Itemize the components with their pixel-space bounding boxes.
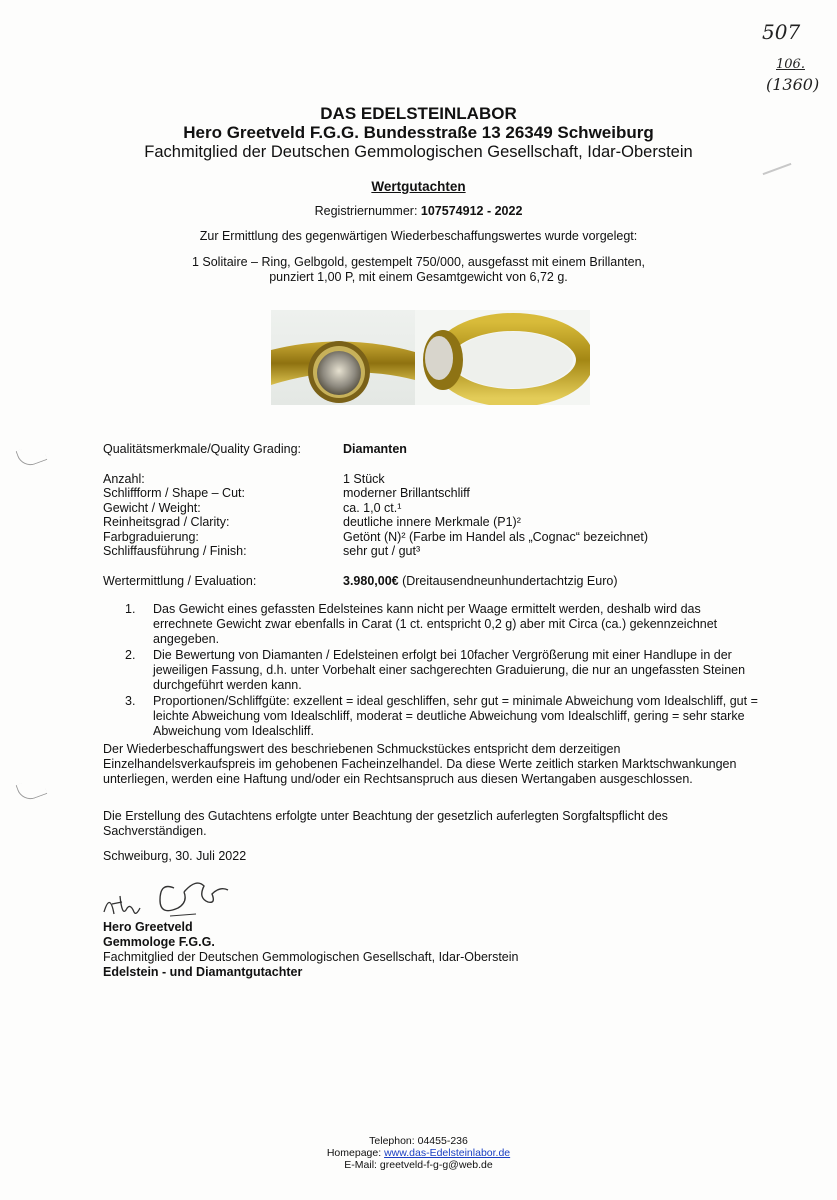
lab-membership: Fachmitglied der Deutschen Gemmologischen Gesellschaft, Idar-Oberstein: [144, 143, 693, 161]
footnote-number: 2.: [125, 648, 136, 662]
handwritten-annotation-box: [762, 57, 826, 99]
grading-label: Schliffform / Shape – Cut:: [103, 486, 245, 500]
grading-row: [103, 530, 743, 545]
grading-row: [103, 472, 743, 487]
evaluation-amount: 3.980,00€: [343, 574, 399, 588]
footer-phone: [0, 1135, 837, 1147]
ring-front-photo: [271, 310, 415, 405]
grading-value: moderner Brillantschliff: [343, 486, 470, 500]
registration-number: 107574912 - 2022: [420, 204, 523, 218]
item-description-line1: 1 Solitaire – Ring, Gelbgold, gestempelt 750/000, ausgefasst mit einem Brillanten,: [191, 255, 646, 269]
footer-homepage: [0, 1147, 837, 1159]
footer-email: [0, 1159, 837, 1171]
footnote-text: Proportionen/Schliffgüte: exzellent = ideal geschliffen, sehr gut = minimale Abweichung vom Idealschliff, gut = leichte Abweichung vom Idealschliff, moderat = deutliche Abweichung vom Idealschliff, gering = sehr starke Abweichung vom Idealschliff.: [153, 694, 758, 738]
footnote-text: Die Bewertung von Diamanten / Edelsteinen erfolgt bei 10facher Vergrößerung mit einer Handlupe in der jeweiligen Fassung, d.h. unter Vorbehalt einer sachgerechten Graduierung, die nur an ungefassten Steinen durchgeführt werden kann.: [153, 648, 746, 692]
grading-label: Gewicht / Weight:: [103, 501, 201, 515]
signer-role: Edelstein - und Diamantgutachter: [103, 965, 303, 979]
phone-label: Telephon:: [369, 1135, 415, 1147]
signer-name: Hero Greetveld: [103, 920, 193, 934]
grading-value: 1 Stück: [343, 472, 385, 486]
ring-side-illustration: [415, 310, 590, 405]
ring-side-photo: [415, 310, 590, 405]
grading-value: Getönt (N)² (Farbe im Handel als „Cognac“ bezeichnet): [343, 530, 648, 544]
evaluation-row: [103, 574, 743, 589]
ring-front-illustration: [271, 310, 415, 405]
footnote-3: [103, 694, 763, 739]
email-address[interactable]: greetveld-f-g-g@web.de: [379, 1159, 493, 1171]
place-and-date: Schweiburg, 30. Juli 2022: [103, 849, 247, 863]
signer-membership: Fachmitglied der Deutschen Gemmologischen Gesellschaft, Idar-Oberstein: [103, 950, 519, 964]
margin-mark: [16, 442, 48, 469]
grading-label: Reinheitsgrad / Clarity:: [103, 515, 230, 529]
signer-title: Gemmologe F.G.G.: [103, 935, 215, 949]
item-description-line2: punziert 1,00 P, mit einem Gesamtgewicht von 6,72 g.: [269, 270, 568, 284]
grading-label: Anzahl:: [103, 472, 145, 486]
grading-header-value: Diamanten: [343, 442, 407, 456]
phone-number: 04455-236: [417, 1135, 468, 1147]
grading-header-label: Qualitätsmerkmale/Quality Grading:: [103, 442, 301, 456]
homepage-link[interactable]: www.das-Edelsteinlabor.de: [384, 1147, 511, 1159]
lab-name: DAS EDELSTEINLABOR: [320, 104, 517, 123]
handwritten-sub-number: 106.: [776, 57, 805, 72]
evaluation-label: Wertermittlung / Evaluation:: [103, 574, 257, 588]
margin-mark: [16, 776, 48, 803]
evaluation-value-group: [343, 574, 618, 589]
homepage-label: Homepage:: [326, 1147, 382, 1159]
disclaimer-paragraph: Der Wiederbeschaffungswert des beschriebenen Schmuckstückes entspricht dem derzeitigen Einzelhandelsverkaufspreis im gehobenen Facheinzelhandel. Da diese Werte zeitlich starken Marktschwankungen unterliegen, werden eine Haftung und/oder ein Rechtsanspruch aus diesen Wertangaben ausgeschlossen.: [103, 742, 737, 786]
pencil-mark: [763, 163, 792, 175]
footnote-2: [103, 648, 763, 693]
grading-row: [103, 501, 743, 516]
handwritten-number: 507: [762, 20, 801, 44]
evaluation-words: (Dreitausendneunhundertachtzig Euro): [398, 574, 618, 588]
email-label: E-Mail:: [344, 1159, 377, 1171]
grading-row: [103, 544, 743, 559]
registration-label: Registriernummer:: [314, 204, 418, 218]
footnote-number: 3.: [125, 694, 136, 708]
intro-text: Zur Ermittlung des gegenwärtigen Wiederbeschaffungswertes wurde vorgelegt:: [199, 229, 638, 243]
signature-scribble: [100, 872, 240, 927]
grading-row: [103, 486, 743, 501]
handwritten-signature: [100, 872, 240, 927]
registration-line: [0, 204, 837, 218]
footnote-1: [103, 602, 763, 647]
document-title: Wertgutachten: [371, 179, 466, 194]
grading-label: Schliffausführung / Finish:: [103, 544, 247, 558]
lab-address: Hero Greetveld F.G.G. Bundesstraße 13 26349 Schweiburg: [183, 123, 654, 142]
grading-value: deutliche innere Merkmale (P1)²: [343, 515, 521, 529]
grading-row: [103, 515, 743, 530]
diligence-paragraph: Die Erstellung des Gutachtens erfolgte unter Beachtung der gesetzlich auferlegten Sorgfaltspflicht des Sachverständigen.: [103, 809, 668, 838]
footnote-text: Das Gewicht eines gefassten Edelsteines kann nicht per Waage ermittelt werden, deshalb wird das errechnete Gewicht zwar ebenfalls in Carat (1 ct. entspricht 0,2 g) aber mit Circa (ca.) gekennzeichnet angegeben.: [153, 602, 718, 646]
footnote-number: 1.: [125, 602, 136, 616]
grading-value: sehr gut / gut³: [343, 544, 421, 558]
grading-header: [103, 442, 743, 457]
handwritten-paren-number: (1360): [766, 75, 820, 94]
grading-label: Farbgraduierung:: [103, 530, 199, 544]
grading-value: ca. 1,0 ct.¹: [343, 501, 402, 515]
